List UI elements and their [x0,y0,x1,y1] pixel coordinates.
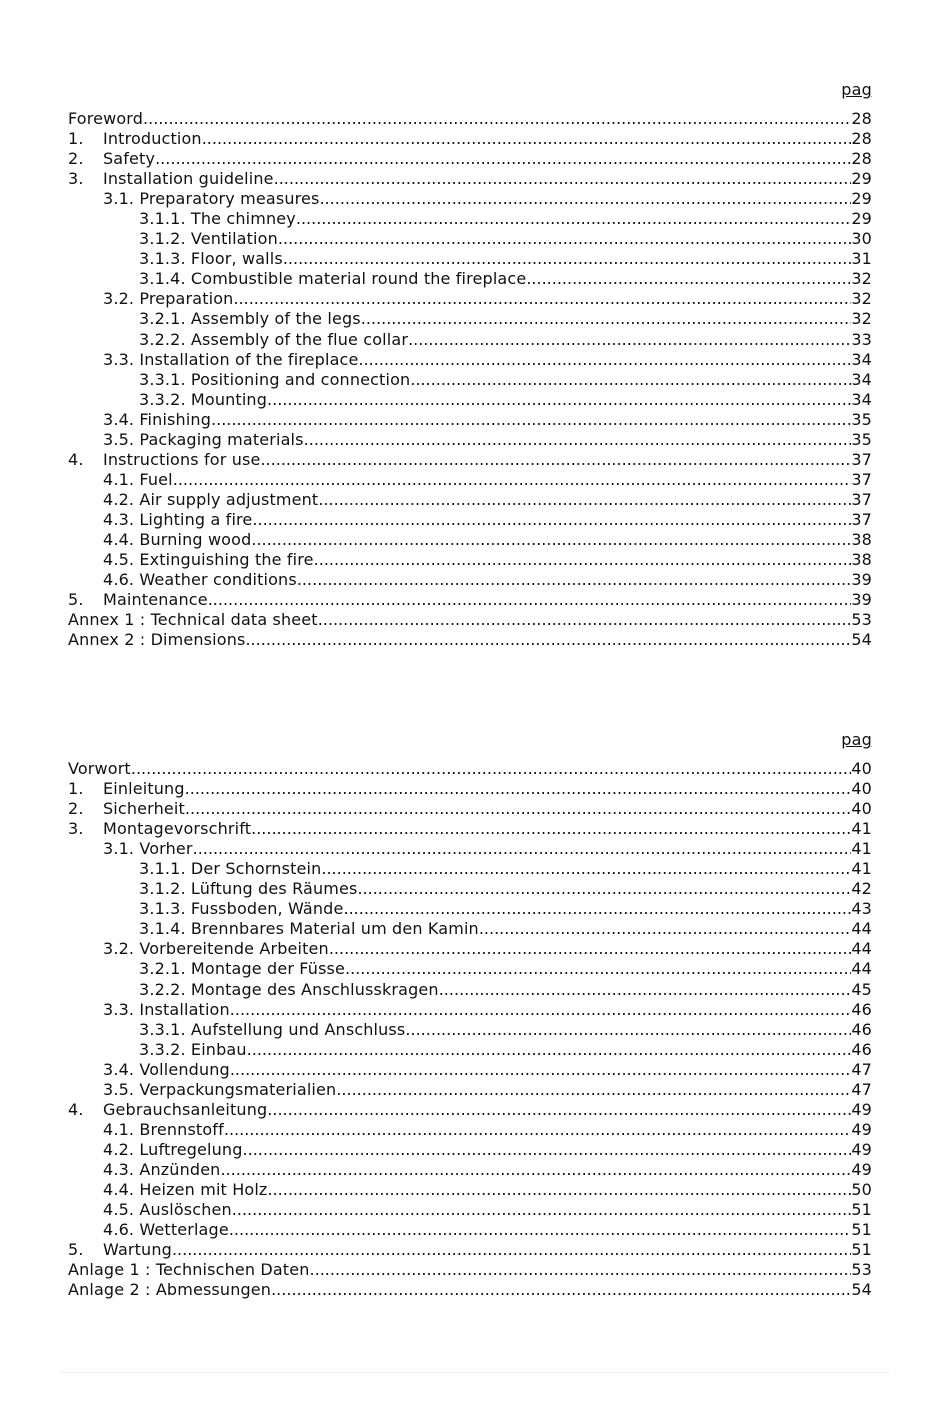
toc-entry-page-number: 47 [851,1059,872,1079]
dot-leader [185,779,852,799]
toc-entry[interactable] [68,269,872,289]
dot-leader [296,209,851,229]
toc-entry[interactable] [68,1200,872,1220]
dot-leader [405,1020,851,1040]
toc-entry-page-number: 45 [851,979,872,999]
toc-entry-title: Anlage 2 : Abmessungen [68,1280,272,1300]
toc-entry-page-number: 34 [851,349,872,369]
dot-leader [155,149,851,169]
toc-entry[interactable] [68,879,872,899]
toc-entry[interactable] [68,939,872,959]
toc-entry-page-number: 38 [851,550,872,570]
dot-leader [267,1180,851,1200]
toc-entry[interactable] [68,309,872,329]
toc-entry-page-number: 29 [851,169,872,189]
toc-entry-title: 4.2. Air supply adjustment [103,489,319,509]
dot-leader [318,610,852,630]
toc-entry-page-number: 41 [851,839,872,859]
toc-entry-title: 3.2.2. Montage des Anschlusskragen [139,979,439,999]
dot-leader [410,370,851,390]
toc-entry[interactable] [68,530,872,550]
toc-entry[interactable] [68,630,872,650]
toc-entry-title: 4.6. Wetterlage [103,1220,229,1240]
toc-entry-title: 3.1.3. Fussboden, Wände [139,899,344,919]
dot-leader [357,879,851,899]
toc-entry[interactable] [68,1020,872,1040]
page-bottom-divider [60,1372,890,1373]
toc-entry[interactable] [68,779,872,799]
toc-entry-title: Montagevorschrift [103,819,252,839]
toc-entry-page-number: 35 [851,409,872,429]
toc-entry[interactable] [68,899,872,919]
toc-entry[interactable] [68,1120,872,1140]
toc-entry-page-number: 43 [851,899,872,919]
dot-leader [252,510,851,530]
toc-entry-page-number: 40 [851,779,872,799]
toc-entry-title: 3.2. Preparation [103,289,234,309]
toc-entry[interactable] [68,109,872,129]
dot-leader [233,289,851,309]
toc-entry[interactable] [68,390,872,410]
toc-entry-page-number: 40 [851,799,872,819]
toc-german [68,730,872,1300]
toc-entry[interactable] [68,570,872,590]
dot-leader [329,939,852,959]
toc-entry-page-number: 34 [851,389,872,409]
toc-entry-page-number: 51 [851,1200,872,1220]
toc-entry-title: 4.5. Extinguishing the fire [103,550,314,570]
toc-entry-number: 4. [68,449,84,469]
toc-entry-page-number: 37 [851,449,872,469]
toc-entry-title: Foreword [68,109,144,128]
toc-entry-title: 3.4. Vollendung [103,1059,230,1079]
dot-leader [267,390,851,410]
toc-entry-title: Installation guideline [103,169,274,189]
toc-entry[interactable] [68,919,872,939]
dot-leader [271,1280,851,1300]
toc-entry-title: 4.3. Anzünden [103,1159,221,1179]
dot-leader [230,1000,852,1020]
toc-entry[interactable] [68,169,872,189]
toc-entry[interactable] [68,289,872,309]
toc-entry-title: 4.4. Heizen mit Holz [103,1179,268,1199]
toc-entry-page-number: 30 [851,229,872,249]
toc-entry-number: 4. [68,1099,84,1119]
toc-entry-page-number: 50 [851,1179,872,1199]
dot-leader [278,229,851,249]
toc-entry-page-number: 28 [851,109,872,128]
toc-entry[interactable] [68,490,872,510]
dot-leader [230,1060,852,1080]
toc-entry[interactable] [68,1280,872,1300]
dot-leader [267,1100,851,1120]
dot-leader [247,1040,852,1060]
dot-leader [172,1240,851,1260]
toc-entry-page-number: 51 [851,1240,872,1260]
toc-entry-page-number: 28 [851,149,872,169]
toc-entry-title: Annex 1 : Technical data sheet [68,610,318,630]
dot-leader [310,1260,852,1280]
toc-entry[interactable] [68,1060,872,1080]
toc-entry-title: 4.6. Weather conditions [103,570,297,590]
toc-entry[interactable] [68,350,872,370]
toc-entry-number: 5. [68,1240,84,1260]
toc-entry-page-number: 49 [851,1139,872,1159]
toc-entry[interactable] [68,799,872,819]
toc-entry-title: 3.3.2. Mounting [139,389,268,409]
toc-entry-title: Anlage 1 : Technischen Daten [68,1260,310,1280]
toc-entry-page-number: 53 [851,610,872,630]
toc-entry-page-number: 33 [851,329,872,349]
toc-entry-title: 4.5. Auslöschen [103,1200,232,1220]
toc-entry-number: 2. [68,149,84,169]
toc-entry-page-number: 40 [851,759,872,778]
dot-leader [321,859,851,879]
pag-heading: pag [841,80,872,99]
toc-entry[interactable] [68,859,872,879]
toc-entry-page-number: 44 [851,939,872,959]
toc-entry-title: 3.3.2. Einbau [139,1039,247,1059]
dot-leader [439,980,852,1000]
toc-entry[interactable] [68,819,872,839]
toc-entry-number: 2. [68,799,84,819]
dot-leader [358,350,851,370]
toc-entry-page-number: 37 [851,469,872,489]
toc-entry-page-number: 41 [851,859,872,879]
toc-english [68,80,872,650]
toc-entry[interactable] [68,839,872,859]
dot-leader [319,189,851,209]
toc-entry-number: 1. [68,779,84,799]
toc-entry-number: 3. [68,169,84,189]
toc-entry-title: 3.3. Installation [103,999,230,1019]
toc-entry-title: 3.1.4. Brennbares Material um den Kamin [139,919,479,939]
dot-leader [251,530,851,550]
toc-entry[interactable] [68,1160,872,1180]
toc-entry-page-number: 39 [851,570,872,590]
dot-leader [220,1160,851,1180]
toc-entry[interactable] [68,1040,872,1060]
toc-entry-title: 4.4. Burning wood [103,529,252,549]
toc-entry[interactable] [68,1140,872,1160]
toc-entry-title: Safety [103,149,156,169]
dot-leader [173,470,852,490]
toc-entry-page-number: 44 [851,919,872,939]
toc-entry-title: Gebrauchsanleitung [103,1099,268,1119]
toc-entry-title: 3.2.2. Assembly of the flue collar [139,329,409,349]
toc-entry-page-number: 42 [851,879,872,899]
toc-list [68,109,872,650]
dot-leader [251,819,851,839]
dot-leader [274,169,852,189]
toc-entry-page-number: 46 [851,1019,872,1039]
dot-leader [202,129,852,149]
toc-entry-number: 3. [68,819,84,839]
toc-entry-page-number: 37 [851,509,872,529]
dot-leader [143,109,851,129]
dot-leader [211,410,851,430]
toc-entry-page-number: 34 [851,369,872,389]
dot-leader [479,919,852,939]
toc-entry-title: 3.1.3. Floor, walls [139,249,283,269]
toc-entry-page-number: 49 [851,1099,872,1119]
toc-entry[interactable] [68,330,872,350]
toc-entry-page-number: 53 [851,1260,872,1280]
dot-leader [408,330,851,350]
toc-entry[interactable] [68,249,872,269]
dot-leader [260,450,851,470]
toc-entry-number: 5. [68,590,84,610]
toc-entry-number: 1. [68,129,84,149]
toc-entry[interactable] [68,610,872,630]
toc-entry[interactable] [68,1080,872,1100]
dot-leader [343,899,851,919]
toc-entry[interactable] [68,980,872,1000]
dot-leader [245,630,851,650]
dot-leader [336,1080,851,1100]
toc-entry-title: 4.1. Brennstoff [103,1119,224,1139]
toc-entry[interactable] [68,470,872,490]
toc-entry[interactable] [68,1240,872,1260]
toc-entry[interactable] [68,510,872,530]
dot-leader [297,570,851,590]
toc-entry[interactable] [68,1180,872,1200]
toc-entry-title: 3.3.1. Aufstellung und Anschluss [139,1019,406,1039]
toc-entry[interactable] [68,450,872,470]
dot-leader [283,249,852,269]
toc-list [68,759,872,1300]
toc-entry-title: 3.1. Preparatory measures [103,189,320,209]
toc-entry-title: Introduction [103,129,202,149]
toc-entry-title: 3.5. Verpackungsmaterialien [103,1079,337,1099]
toc-entry-title: Maintenance [103,590,208,610]
pag-heading: pag [841,730,872,749]
toc-entry-title: Einleitung [103,779,185,799]
toc-entry-page-number: 31 [851,249,872,269]
toc-entry-page-number: 51 [851,1220,872,1240]
toc-entry[interactable] [68,430,872,450]
toc-entry[interactable] [68,1220,872,1240]
toc-entry-page-number: 38 [851,529,872,549]
toc-entry-page-number: 54 [851,1280,872,1300]
toc-entry-title: 3.2.1. Assembly of the legs [139,309,361,329]
dot-leader [193,839,852,859]
toc-entry-title: Annex 2 : Dimensions [68,630,246,650]
toc-entry-page-number: 35 [851,429,872,449]
toc-entry[interactable] [68,1100,872,1120]
dot-leader [345,959,851,979]
dot-leader [304,430,852,450]
toc-entry-title: 3.1.2. Ventilation [139,229,278,249]
dot-leader [224,1120,851,1140]
toc-entry-page-number: 49 [851,1119,872,1139]
toc-entry-title: 3.5. Packaging materials [103,429,304,449]
toc-entry-page-number: 29 [851,209,872,229]
toc-entry-page-number: 32 [851,289,872,309]
toc-entry-title: 4.3. Lighting a fire [103,509,253,529]
dot-leader [526,269,851,289]
dot-leader [185,799,851,819]
toc-entry[interactable] [68,129,872,149]
toc-entry-title: 3.1. Vorher [103,839,193,859]
toc-entry[interactable] [68,229,872,249]
toc-entry-title: Wartung [103,1240,172,1260]
toc-entry-title: 4.1. Fuel [103,469,173,489]
toc-entry-title: 3.1.2. Lüftung des Räumes [139,879,358,899]
toc-entry[interactable] [68,550,872,570]
toc-entry-page-number: 46 [851,999,872,1019]
toc-entry-title: 3.2. Vorbereitende Arbeiten [103,939,329,959]
toc-entry[interactable] [68,590,872,610]
toc-entry-page-number: 39 [851,590,872,610]
toc-entry-title: 3.4. Finishing [103,409,212,429]
toc-entry[interactable] [68,759,872,779]
toc-entry-title: Vorwort [68,759,131,778]
dot-leader [208,590,852,610]
toc-entry-page-number: 47 [851,1079,872,1099]
dot-leader [318,490,851,510]
dot-leader [131,759,851,779]
toc-entry-page-number: 32 [851,309,872,329]
toc-entry-page-number: 49 [851,1159,872,1179]
toc-entry-title: 3.1.1. The chimney [139,209,296,229]
toc-entry[interactable] [68,1260,872,1280]
toc-entry-page-number: 37 [851,489,872,509]
toc-entry-page-number: 28 [851,129,872,149]
toc-entry[interactable] [68,1000,872,1020]
toc-entry-page-number: 29 [851,189,872,209]
toc-entry-title: Instructions for use [103,449,261,469]
dot-leader [232,1200,852,1220]
toc-entry[interactable] [68,959,872,979]
dot-leader [243,1140,852,1160]
toc-entry-title: 3.3.1. Positioning and connection [139,369,411,389]
toc-entry-title: Sicherheit [103,799,185,819]
toc-entry[interactable] [68,370,872,390]
toc-entry-title: 3.1.4. Combustible material round the fireplace [139,269,527,289]
toc-entry-page-number: 32 [851,269,872,289]
dot-leader [314,550,852,570]
toc-entry-page-number: 54 [851,630,872,650]
toc-entry-title: 4.2. Luftregelung [103,1139,243,1159]
toc-entry[interactable] [68,189,872,209]
toc-entry-title: 3.2.1. Montage der Füsse [139,959,346,979]
toc-entry-page-number: 46 [851,1039,872,1059]
toc-entry-title: 3.3. Installation of the fireplace [103,349,359,369]
dot-leader [229,1220,852,1240]
toc-entry[interactable] [68,209,872,229]
dot-leader [361,309,852,329]
toc-entry[interactable] [68,410,872,430]
toc-entry-title: 3.1.1. Der Schornstein [139,859,322,879]
toc-entry-page-number: 41 [851,819,872,839]
toc-entry[interactable] [68,149,872,169]
toc-entry-page-number: 44 [851,959,872,979]
